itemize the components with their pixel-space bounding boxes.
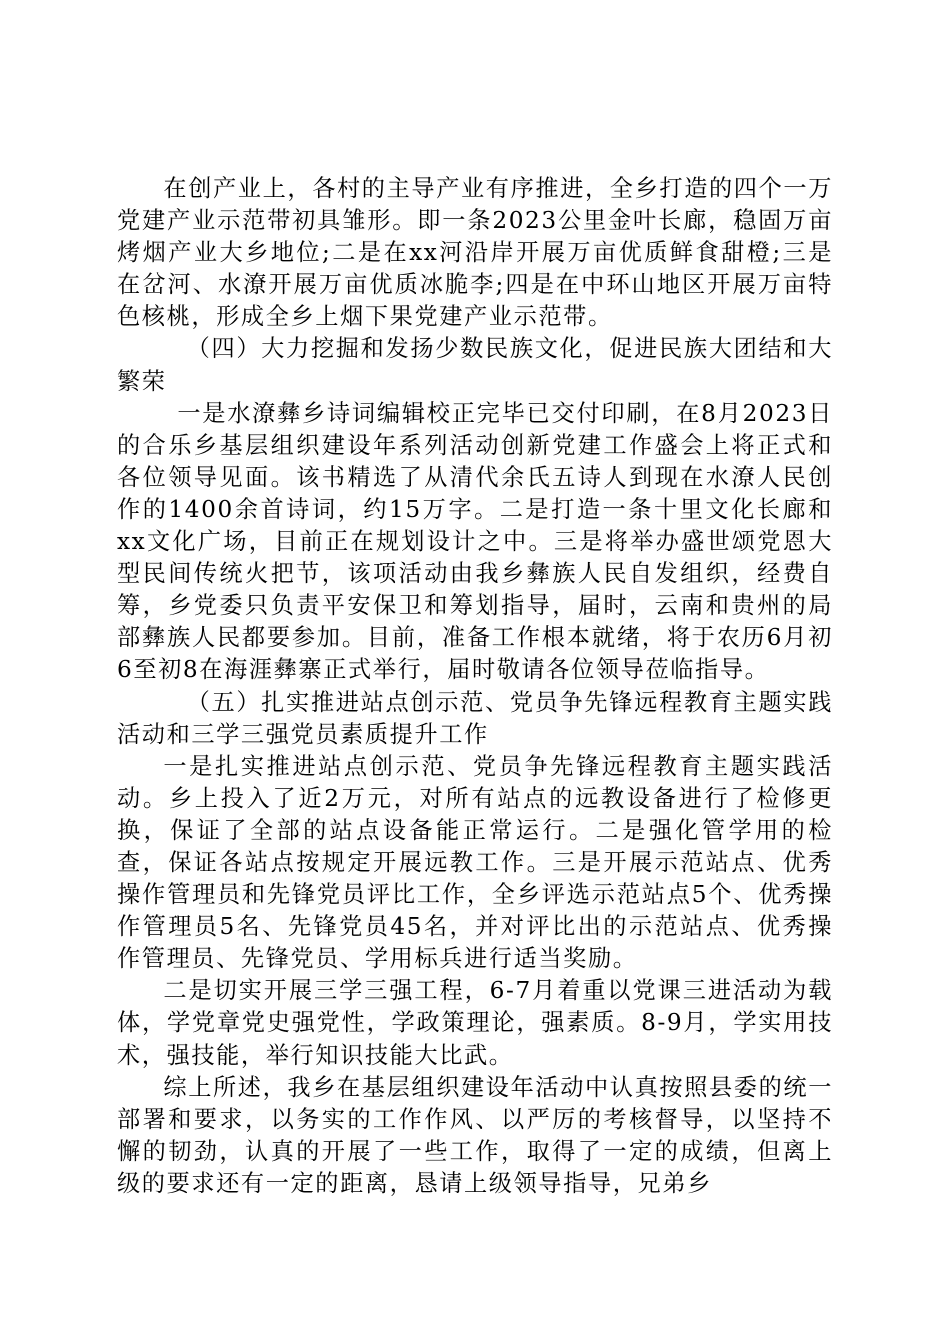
paragraph-industry: 在创产业上，各村的主导产业有序推进，全乡打造的四个一万党建产业示范带初具雏形。即一条2023公里金叶长廊，稳固万亩烤烟产业大乡地位;二是在xx河沿岸开展万亩优质鲜食甜橙;三是在岔河、水潦开展万亩优质冰脆李;四是在中环山地区开展万亩特色核桃，形成全乡上烟下果党建产业示范带。 [117,175,833,331]
paragraph-summary: 综上所述，我乡在基层组织建设年活动中认真按照县委的统一部署和要求，以务实的工作作风、以严厉的考核督导，以坚持不懈的韧劲，认真的开展了一些工作，取得了一定的成绩，但离上级的要求还有一定的距离，恳请上级领导指导，兄弟乡 [117,1073,833,1197]
document-page [117,173,833,1200]
paragraph-three-learn: 二是切实开展三学三强工程，6-7月着重以党课三进活动为载体，学党章党史强党性，学政策理论，强素质。8-9月，学实用技术，强技能，举行知识技能大比武。 [117,977,833,1069]
paragraph-remote-education: 一是扎实推进站点创示范、党员争先锋远程教育主题实践活动。乡上投入了近2万元，对所有站点的远教设备进行了检修更换，保证了全部的站点设备能正常运行。二是强化管学用的检查，保证各站点按规定开展远教工作。三是开展示范站点、优秀操作管理员和先锋党员评比工作，全乡评选示范站点5个、优秀操作管理员5名、先锋党员45名，并对评比出的示范站点、优秀操作管理员、先锋党员、学用标兵进行适当奖励。 [117,752,833,973]
paragraph-culture: 一是水潦彝乡诗词编辑校正完毕已交付印刷，在8月2023日的合乐乡基层组织建设年系列活动创新党建工作盛会上将正式和各位领导见面。该书精选了从清代余氏五诗人到现在水潦人民创作的1400余首诗词，约15万字。二是打造一条十里文化长廊和xx文化广场，目前正在规划设计之中。三是将举办盛世颂党恩大型民间传统火把节，该项活动由我乡彝族人民自发组织，经费自筹，乡党委只负责平安保卫和筹划指导，届时，云南和贵州的局部彝族人民都要参加。目前，准备工作根本就绪，将于农历6月初6至初8在海涯彝寨正式举行，届时敬请各位领导莅临指导。 [117,399,833,684]
section-heading-5: （五）扎实推进站点创示范、党员争先锋远程教育主题实践活动和三学三强党员素质提升工作 [117,688,833,748]
section-heading-4: （四）大力挖掘和发扬少数民族文化，促进民族大团结和大繁荣 [117,335,833,395]
